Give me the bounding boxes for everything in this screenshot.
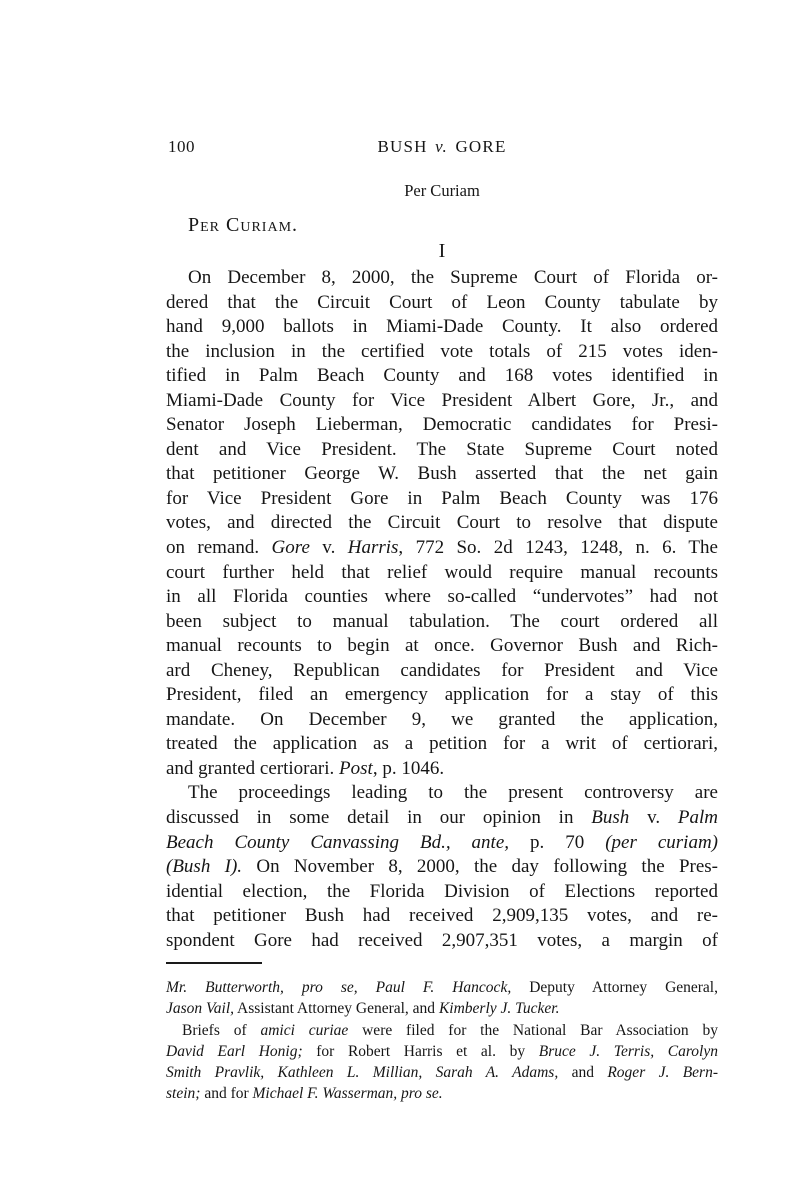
text-segment: and granted certiorari. xyxy=(166,757,340,779)
text-segment: v. xyxy=(629,807,678,829)
text-line xyxy=(166,1062,718,1083)
text-segment: On November 8, 2000, the day following the Pres- xyxy=(242,856,718,878)
text-line xyxy=(166,904,718,929)
text-segment: dent and Vice President. The State Supreme Court noted xyxy=(166,438,718,460)
text-line xyxy=(166,462,718,487)
text-segment: Smith Pravlik, Kathleen L. Millian, Sarah A. Adams, xyxy=(166,1064,559,1082)
text-line xyxy=(166,364,718,389)
text-segment: votes, and directed the Circuit Court to resolve that dispute xyxy=(166,512,718,534)
text-line xyxy=(166,291,718,316)
text-line xyxy=(166,413,718,438)
text-line xyxy=(166,340,718,365)
text-segment: Roger J. Bern- xyxy=(607,1064,718,1082)
text-line xyxy=(166,708,718,733)
text-segment: tified in Palm Beach County and 168 votes identified in xyxy=(166,365,718,387)
text-line xyxy=(166,511,718,536)
text-segment: Briefs of xyxy=(182,1021,261,1039)
text-segment: Post xyxy=(339,757,373,779)
text-line xyxy=(166,855,718,880)
text-line xyxy=(166,438,718,463)
text-segment: Beach County Canvassing Bd., ante, xyxy=(166,831,510,853)
text-segment: that petitioner George W. Bush asserted that the net gain xyxy=(166,463,718,485)
text-segment: mandate. On December 9, we granted the application, xyxy=(166,708,718,730)
text-segment: that petitioner Bush had received 2,909,135 votes, and re- xyxy=(166,905,718,927)
text-segment: Jason Vail, xyxy=(166,1000,235,1018)
text-segment: manual recounts to begin at once. Governor Bush and Rich- xyxy=(166,635,718,657)
paragraph xyxy=(166,781,718,953)
text-segment: Mr. Butterworth, pro se, Paul F. Hancock, xyxy=(166,979,512,996)
running-head xyxy=(166,137,718,157)
text-segment: (per curiam) xyxy=(605,831,718,853)
text-segment: v. xyxy=(435,137,448,156)
text-segment: for Vice President Gore in Palm Beach County was 176 xyxy=(166,487,718,509)
text-line xyxy=(166,536,718,561)
page-number: 100 xyxy=(168,137,195,156)
text-segment: discussed in some detail in our opinion in xyxy=(166,807,592,829)
text-segment: President, filed an emergency application for a stay of this xyxy=(166,684,718,706)
text-line xyxy=(166,977,718,998)
text-segment: The proceedings leading to the present controversy are xyxy=(188,782,718,804)
text-segment: On December 8, 2000, the Supreme Court of Florida or- xyxy=(188,267,718,288)
text-line xyxy=(166,1083,718,1104)
text-segment: , 772 So. 2d 1243, 1248, n. 6. The xyxy=(398,537,718,559)
text-segment: BUSH xyxy=(377,137,436,156)
text-line xyxy=(166,806,718,831)
text-line xyxy=(166,266,718,291)
text-line xyxy=(166,831,718,856)
text-segment: court further held that relief would require manual recounts xyxy=(166,561,718,583)
text-line xyxy=(166,998,718,1019)
text-line xyxy=(166,1020,718,1041)
text-line xyxy=(166,634,718,659)
paragraph xyxy=(166,1020,718,1105)
text-line xyxy=(166,781,718,806)
text-segment: ard Cheney, Republican candidates for President and Vice xyxy=(166,659,718,681)
text-segment: stein; xyxy=(166,1085,201,1103)
text-segment: for Robert Harris et al. by xyxy=(302,1042,539,1060)
text-segment: Deputy Attorney General, xyxy=(511,979,718,996)
text-segment: and xyxy=(558,1064,608,1082)
text-line xyxy=(166,732,718,757)
text-segment: Bush xyxy=(591,807,630,829)
text-segment: Palm xyxy=(677,807,718,829)
text-line xyxy=(166,487,718,512)
text-line xyxy=(166,585,718,610)
opinion-author-label: Per Curiam xyxy=(404,181,480,200)
text-line xyxy=(166,389,718,414)
text-segment: David Earl Honig; xyxy=(166,1042,303,1060)
text-segment: Harris xyxy=(347,537,399,559)
footnote xyxy=(166,977,718,1105)
text-segment: Kimberly J. Tucker. xyxy=(438,1000,560,1018)
text-segment: Miami-Dade County for Vice President Albert Gore, Jr., and xyxy=(166,389,718,411)
text-segment: Michael F. Wasserman, pro se. xyxy=(252,1085,443,1103)
text-segment: hand 9,000 ballots in Miami-Dade County. It also ordered xyxy=(166,316,718,338)
text-segment: , p. 1046. xyxy=(372,757,445,779)
text-segment: Gore xyxy=(271,537,310,559)
text-segment: dered that the Circuit Court of Leon County tabulate by xyxy=(166,291,718,313)
text-line xyxy=(166,880,718,905)
text-segment: (Bush I). xyxy=(166,856,243,878)
text-segment: v. xyxy=(309,537,348,559)
text-segment: were filed for the National Bar Association by xyxy=(348,1021,718,1039)
text-segment: the inclusion in the certified vote totals of 215 votes iden- xyxy=(166,340,718,362)
text-segment: GORE xyxy=(448,137,507,156)
footnote-separator xyxy=(166,962,262,964)
text-line xyxy=(166,315,718,340)
paragraph xyxy=(166,266,718,781)
text-segment: Assistant Attorney General, and xyxy=(234,1000,439,1018)
text-segment: amici curiae xyxy=(260,1021,349,1039)
text-line xyxy=(166,659,718,684)
text-segment: and for xyxy=(200,1085,253,1103)
text-segment: been subject to manual tabulation. The court ordered all xyxy=(166,610,718,632)
case-title xyxy=(166,137,718,157)
section-numeral: I xyxy=(438,240,446,262)
text-segment: idential election, the Florida Division of Elections reported xyxy=(166,880,718,902)
text-segment: on remand. xyxy=(166,537,272,559)
text-line xyxy=(166,561,718,586)
text-line xyxy=(166,757,718,782)
text-segment: Bruce J. Terris, Carolyn xyxy=(538,1042,718,1060)
text-segment: treated the application as a petition for a writ of certiorari, xyxy=(166,733,718,755)
opinion-body xyxy=(166,266,718,953)
paragraph xyxy=(166,977,718,1020)
text-line xyxy=(166,1041,718,1062)
text-segment: in all Florida counties where so-called “undervotes” had not xyxy=(166,586,718,608)
text-line xyxy=(166,683,718,708)
text-segment: Senator Joseph Lieberman, Democratic candidates for Presi- xyxy=(166,414,718,436)
per-curiam-heading: Per Curiam. xyxy=(188,214,299,236)
text-segment: spondent Gore had received 2,907,351 votes, a margin of xyxy=(166,929,718,951)
text-segment: p. 70 xyxy=(509,831,606,853)
text-line xyxy=(166,610,718,635)
text-line xyxy=(166,929,718,954)
